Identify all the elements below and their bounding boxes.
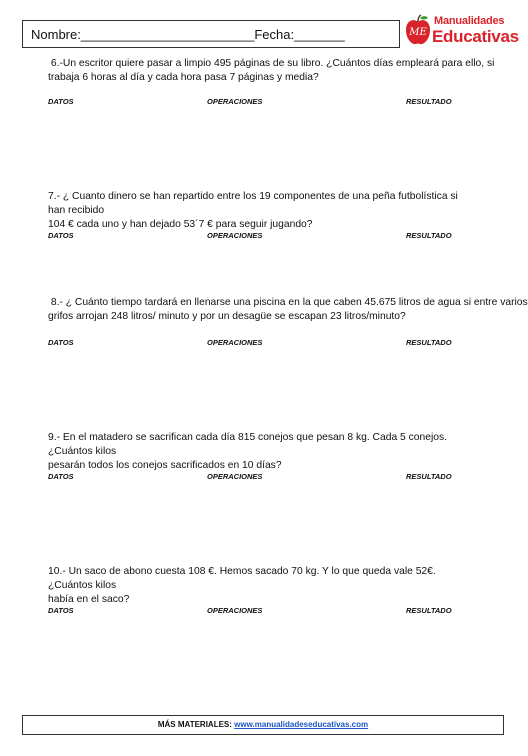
problem-9-line-2: pesarán todos los conejos sacrificados en 10 días? bbox=[48, 460, 282, 471]
problem-7-line-1: 7.- ¿ Cuanto dinero se han repartido entre los 19 componentes de una peña futbolística si han recibido bbox=[48, 191, 458, 216]
problem-8 bbox=[48, 296, 528, 324]
resultado-label: RESULTADO bbox=[406, 472, 452, 481]
apple-initials: ME bbox=[409, 27, 427, 38]
footer-website-link[interactable]: www.manualidadeseducativas.com bbox=[234, 720, 369, 729]
datos-label: DATOS bbox=[48, 231, 74, 240]
apple-icon bbox=[404, 14, 432, 46]
problem-10-column-labels bbox=[0, 606, 528, 618]
problem-8-line-1: 8.- ¿ Cuánto tiempo tardará en llenarse una piscina en la que caben 45.675 litros de agua si entre varios bbox=[48, 297, 528, 308]
problem-8-line-2: grifos arrojan 248 litros/ minuto y por un desagüe se escapan 23 litros/minuto? bbox=[48, 311, 406, 322]
brand-logo bbox=[402, 12, 526, 48]
datos-label: DATOS bbox=[48, 97, 74, 106]
problem-8-column-labels bbox=[0, 338, 528, 350]
problem-7 bbox=[48, 190, 468, 232]
problem-10-line-2: había en el saco? bbox=[48, 594, 130, 605]
problem-9 bbox=[48, 431, 468, 473]
name-date-box bbox=[22, 20, 400, 48]
name-date-line: Nombre:________________________Fecha:_______ bbox=[31, 27, 345, 42]
datos-label: DATOS bbox=[48, 472, 74, 481]
operaciones-label: OPERACIONES bbox=[207, 606, 263, 615]
footer-prefix: MÁS MATERIALES: bbox=[157, 720, 235, 729]
problem-6-column-labels bbox=[0, 97, 528, 109]
problem-6-line-2: trabaja 6 horas al día y cada hora pasa 7 páginas y media? bbox=[48, 72, 319, 83]
problem-6-line-1: 6.-Un escritor quiere pasar a limpio 495 páginas de su libro. ¿Cuántos días empleará para ello, si bbox=[48, 58, 495, 69]
problem-10-line-1: 10.- Un saco de abono cuesta 108 €. Hemos sacado 70 kg. Y lo que queda vale 52€. ¿Cuántos kilos bbox=[48, 566, 436, 591]
problem-7-line-2: 104 € cada uno y han dejado 53´7 € para seguir jugando? bbox=[48, 219, 313, 230]
resultado-label: RESULTADO bbox=[406, 231, 452, 240]
operaciones-label: OPERACIONES bbox=[207, 338, 263, 347]
datos-label: DATOS bbox=[48, 606, 74, 615]
resultado-label: RESULTADO bbox=[406, 97, 452, 106]
operaciones-label: OPERACIONES bbox=[207, 97, 263, 106]
footer-materials-box bbox=[22, 715, 504, 735]
resultado-label: RESULTADO bbox=[406, 338, 452, 347]
problem-6 bbox=[48, 57, 495, 85]
resultado-label: RESULTADO bbox=[406, 606, 452, 615]
operaciones-label: OPERACIONES bbox=[207, 231, 263, 240]
problem-7-column-labels bbox=[0, 231, 528, 243]
problem-9-column-labels bbox=[0, 472, 528, 484]
logo-text-top: Manualidades bbox=[434, 15, 505, 27]
problem-9-line-1: 9.- En el matadero se sacrifican cada día 815 conejos que pesan 8 kg. Cada 5 conejos. ¿Cuántos kilos bbox=[48, 432, 447, 457]
problem-10 bbox=[48, 565, 468, 607]
logo-text-bottom: Educativas bbox=[432, 27, 519, 46]
datos-label: DATOS bbox=[48, 338, 74, 347]
operaciones-label: OPERACIONES bbox=[207, 472, 263, 481]
